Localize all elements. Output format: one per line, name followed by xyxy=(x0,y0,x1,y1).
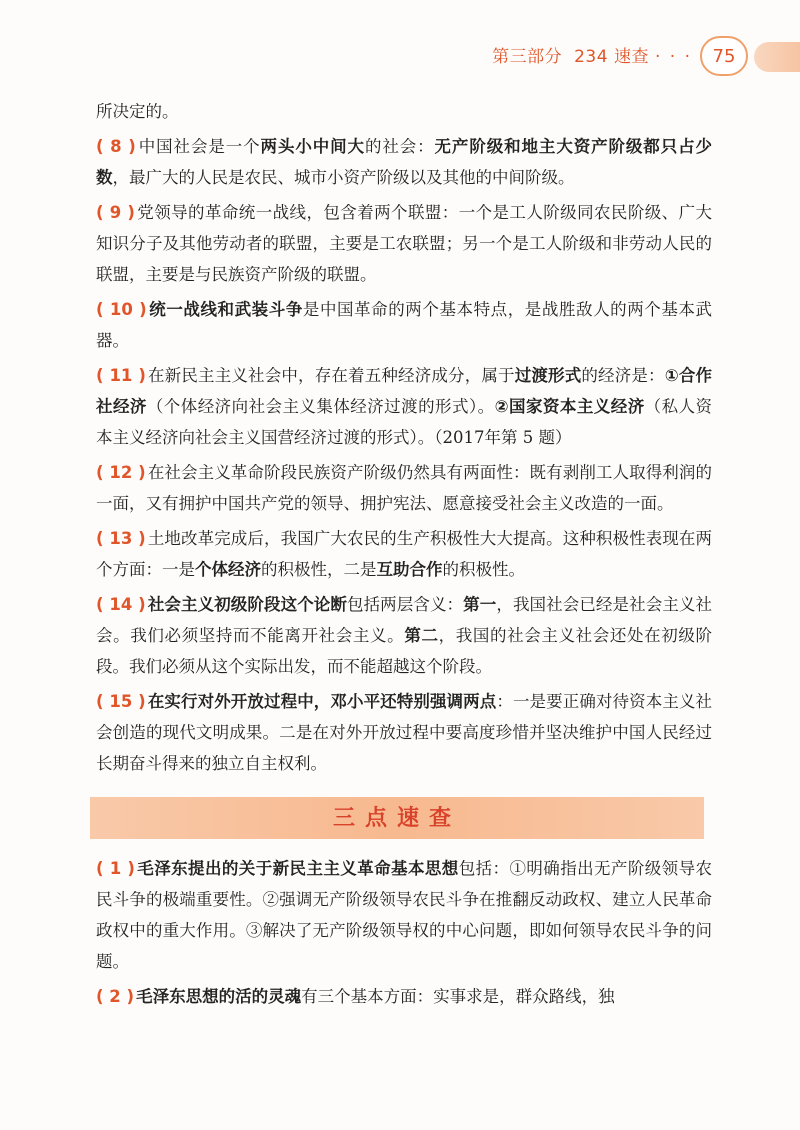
list-item xyxy=(96,131,712,193)
body-text: 的积极性。 xyxy=(442,560,525,579)
body-text: 的积极性，二是 xyxy=(261,560,377,579)
list-item xyxy=(96,981,712,1012)
item-number: ( 10 ) xyxy=(96,300,147,319)
list-item xyxy=(96,457,712,519)
list-item xyxy=(96,853,712,977)
emphasis-text: 统一战线和武装斗争 xyxy=(148,300,303,319)
part-label: 第三部分 xyxy=(492,47,563,67)
emphasis-text: ②国家资本主义经济 xyxy=(494,397,645,416)
body-text: ：一是要正确对待资本主义社会创造的现代文明成果。二是在对外开放过程中要高度珍惜并坚决维护中国人民经过长期奋斗得来的独立自主权利。 xyxy=(96,692,713,773)
body-text: 中国社会是一个 xyxy=(137,137,261,156)
body-text: 的社会： xyxy=(364,137,435,156)
body-text: 所决定的。 xyxy=(96,102,179,121)
list-item xyxy=(96,523,712,585)
emphasis-text: 两头小中间大 xyxy=(260,137,365,156)
emphasis-text: 互助合作 xyxy=(376,560,443,579)
page-tab-decoration xyxy=(754,42,800,72)
emphasis-text: 个体经济 xyxy=(195,560,261,579)
page-content xyxy=(96,96,712,1016)
body-text: （私人资本主义经济向社会主义国营经济过渡的形式）。（2017年第 5 题） xyxy=(96,397,713,447)
header-dots: · · · xyxy=(654,47,692,67)
list-item xyxy=(96,294,712,356)
item-number: ( 2 ) xyxy=(96,987,135,1006)
body-text: 包括两层含义： xyxy=(346,595,464,614)
item-number: ( 14 ) xyxy=(96,595,146,614)
list-item xyxy=(96,686,712,779)
emphasis-text: 社会主义初级阶段这个论断 xyxy=(147,595,347,614)
emphasis-text: ①合作社经济 xyxy=(96,366,713,416)
item-number: ( 9 ) xyxy=(96,203,135,222)
body-text: 在社会主义革命阶段民族资产阶级仍然具有两面性：既有剥削工人取得利润的一面，又有拥护中国共产党的领导、拥护宪法、愿意接受社会主义改造的一面。 xyxy=(96,463,712,513)
item-number: ( 13 ) xyxy=(96,529,146,548)
page-number: 75 xyxy=(700,36,748,76)
body-text: ，我国的社会主义社会还处在初级阶段。我们必须从这个实际出发，而不能超越这个阶段。 xyxy=(96,626,713,676)
section-banner xyxy=(90,797,704,839)
item-number: ( 12 ) xyxy=(96,463,146,482)
body-text: 土地改革完成后，我国广大农民的生产积极性大大提高。这种积极性表现在两个方面：一是 xyxy=(96,529,712,579)
emphasis-text: 无产阶级和地主大资产阶级都只占少数 xyxy=(96,137,713,187)
body-text: ，我国社会已经是社会主义社会。我们必须坚持而不能离开社会主义。 xyxy=(96,595,713,645)
item-number: ( 11 ) xyxy=(96,366,146,385)
body-text: 党领导的革命统一战线，包含着两个联盟：一个是工人阶级同农民阶级、广大知识分子及其他劳动者的联盟，主要是工农联盟；另一个是工人阶级和非劳动人民的联盟，主要是与民族资产阶级的联盟。 xyxy=(96,203,712,284)
emphasis-text: 第一 xyxy=(463,595,497,614)
body-text: （个体经济向社会主义集体经济过渡的形式）。 xyxy=(146,397,495,416)
list-item xyxy=(96,197,712,290)
item-number: ( 15 ) xyxy=(96,692,146,711)
section-label: 234 速查 xyxy=(574,47,649,67)
body-text: 包括：①明确指出无产阶级领导农民斗争的极端重要性。②强调无产阶级领导农民斗争在推翻反动政权、建立人民革命政权中的重大作用。③解决了无产阶级领导权的中心问题，即如何领导农民斗争的问题。 xyxy=(96,859,713,971)
body-text: 有三个基本方面：实事求是，群众路线，独 xyxy=(301,987,615,1006)
body-text: 的经济是： xyxy=(581,366,665,385)
body-text: 在新民主主义社会中，存在着五种经济成分，属于 xyxy=(147,366,515,385)
emphasis-text: 第二 xyxy=(404,626,439,645)
item-list-top xyxy=(96,96,712,779)
list-item xyxy=(96,96,712,127)
list-item xyxy=(96,589,712,682)
item-number: ( 8 ) xyxy=(96,137,136,156)
page-header xyxy=(0,36,800,76)
emphasis-text: 过渡形式 xyxy=(514,366,582,385)
item-number: ( 1 ) xyxy=(96,859,135,878)
list-item xyxy=(96,360,712,453)
body-text: 是中国革命的两个基本特点，是战胜敌人的两个基本武器。 xyxy=(96,300,713,350)
emphasis-text: 毛泽东提出的关于新民主主义革命基本思想 xyxy=(136,859,459,878)
emphasis-text: 毛泽东思想的活的灵魂 xyxy=(136,987,302,1006)
emphasis-text: 在实行对外开放过程中，邓小平还特别强调两点 xyxy=(147,692,497,711)
item-list-bottom xyxy=(96,853,712,1012)
body-text: ，最广大的人民是农民、城市小资产阶级以及其他的中间阶级。 xyxy=(112,168,575,187)
running-head xyxy=(492,42,692,67)
section-banner-title: 三点速查 xyxy=(332,805,461,831)
